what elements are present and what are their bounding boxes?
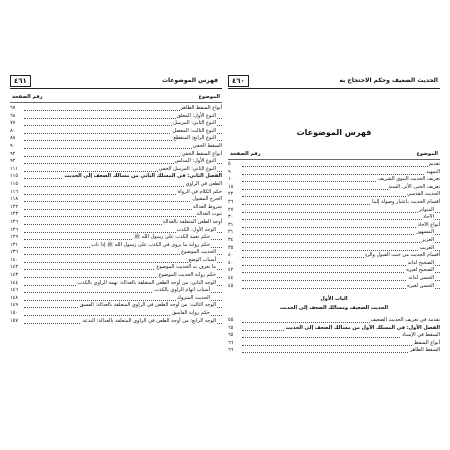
- toc-entry-page: ٣٤: [228, 236, 234, 243]
- section-title: الباب الأول: [320, 296, 348, 302]
- toc-row: [10, 234, 222, 242]
- toc-entry-page: ١١٦: [10, 188, 19, 195]
- toc-row: [10, 302, 222, 310]
- toc-row: [10, 219, 222, 227]
- toc-entry-title: تقدمة في تعريف الحديث الضعيف: [370, 317, 440, 323]
- left-page-running-title: فهرس الموضوعات: [161, 77, 218, 84]
- toc-entry-title: الغريب: [419, 244, 434, 251]
- left-column-header: [10, 92, 222, 103]
- toc-entry-title: أسباب اتهام الراوي بالكذب: [154, 287, 210, 294]
- toc-entry-title: النوع الرابع: المنقطع: [173, 135, 216, 142]
- toc-row: [10, 143, 222, 151]
- toc-row: [228, 245, 440, 253]
- toc-row: [10, 158, 222, 166]
- dot-leader: [242, 345, 440, 346]
- toc-entry-page: ٨٨: [10, 135, 16, 142]
- toc-row: [10, 287, 222, 295]
- toc-entry-title: الطعن في الراوي: [185, 180, 222, 187]
- toc-entry-page: ١٢٦: [10, 218, 19, 225]
- toc-entry-title: أقسام الحديث من حيث القبول والرد: [364, 252, 440, 259]
- dot-leader: [242, 250, 440, 251]
- toc-entry-page: ١٤٨: [10, 294, 19, 301]
- subject-column-label: الموضوع: [416, 151, 438, 157]
- toc-row: [10, 113, 222, 121]
- toc-entry-page: ١٢٣: [10, 211, 19, 218]
- toc-row: [228, 340, 440, 348]
- dot-leader: [242, 166, 440, 167]
- toc-row: [228, 275, 440, 283]
- toc-entry-page: ١١٥: [10, 180, 19, 187]
- toc-entry-title: الوجه الثاني: من أوجه الطعن المتعلقة بالعدالة: تهمة الراوي بالكذب: [77, 279, 216, 286]
- toc-row: [228, 325, 440, 333]
- toc-entry-title: حكم رواية الحديث الموضوع: [158, 272, 216, 279]
- toc-row: [228, 207, 440, 215]
- toc-entry-title: أنواع السقط الظاهر: [180, 105, 222, 111]
- toc-row: [228, 169, 440, 177]
- toc-entry-title: النوع الأول: المعلق: [176, 112, 216, 119]
- toc-row: [10, 173, 222, 181]
- right-page-number: ٤٦٠: [228, 75, 249, 87]
- dot-leader: [242, 227, 440, 228]
- toc-row: [10, 120, 222, 128]
- left-page-header: [10, 74, 222, 89]
- toc-entry-page: ٥: [228, 161, 231, 167]
- toc-entry-page: ٢٢: [228, 191, 234, 198]
- toc-row: [10, 135, 222, 143]
- toc-entry-page: ٦٧: [10, 105, 16, 111]
- toc-entry-title: السقط في الإسناد: [401, 332, 440, 339]
- toc-entry-page: ١٤٦: [10, 287, 19, 294]
- toc-entry-title: الوجه الأول: الكذب: [176, 226, 216, 233]
- toc-row: [10, 196, 222, 204]
- toc-entry-title: الصحيح لذاته: [407, 259, 434, 266]
- toc-entry-title: الفصل الأول: في المسلك الأول من مسالك الضعف إلى الحديث: [285, 324, 440, 331]
- toc-row: [10, 189, 222, 197]
- toc-entry-title: حكم الكلام في الرواة: [177, 188, 222, 195]
- toc-row: [228, 267, 440, 275]
- book-spread: [10, 74, 440, 430]
- toc-entry-title: أسباب الوضع: [188, 256, 216, 263]
- toc-entry-page: ٦٥: [228, 332, 234, 339]
- toc-entry-title: التمهيد: [426, 168, 440, 175]
- toc-entry-title: الحديث المتروك: [176, 294, 210, 301]
- toc-row: [228, 199, 440, 207]
- left-toc-list: [10, 105, 222, 325]
- toc-row: [228, 191, 440, 199]
- left-page: [10, 74, 222, 430]
- toc-entry-title: السقط الخفي: [192, 142, 222, 149]
- toc-row: [228, 260, 440, 268]
- toc-entry-page: ٣٥: [228, 244, 234, 251]
- toc-entry-page: ١٣٦: [10, 249, 19, 256]
- toc-entry-title: ما يعرف به الحديث الموضوع: [156, 264, 216, 271]
- toc-main-title: فهرس الموضوعات: [296, 128, 372, 137]
- toc-row: [10, 211, 222, 219]
- toc-entry-page: ١٢٩: [10, 234, 19, 241]
- toc-entry-page: ٥٥: [228, 317, 234, 323]
- toc-entry-page: ١٨: [228, 183, 234, 190]
- toc-entry-page: ٤٤: [228, 274, 234, 281]
- toc-entry-title: ثبوت العدالة: [196, 211, 222, 218]
- toc-entry-title: حكم رواية الفاسق: [172, 310, 210, 317]
- toc-row: [228, 161, 440, 169]
- toc-row: [10, 105, 222, 113]
- toc-row: [228, 176, 440, 184]
- toc-row: [10, 166, 222, 174]
- toc-entry-title: الوجه الرابع: من أوجه الطعن في الراوي المتعلقة بالعدالة: البدعة: [82, 317, 216, 324]
- toc-row: [10, 249, 222, 257]
- toc-entry-page: ٩٢: [10, 150, 16, 157]
- toc-entry-page: ١٥٧: [10, 317, 19, 324]
- toc-row: [10, 264, 222, 272]
- right-page: [228, 74, 440, 430]
- toc-entry-page: ١٤٩: [10, 302, 19, 309]
- toc-entry-page: ١٤٢: [10, 264, 19, 271]
- toc-entry-page: ٤٥: [228, 282, 234, 289]
- right-toc-list-chapter: [228, 317, 440, 355]
- toc-row: [10, 272, 222, 280]
- toc-row: [228, 229, 440, 237]
- toc-entry-page: ٧٧: [10, 120, 16, 127]
- toc-entry-page: ٤٠: [228, 252, 234, 259]
- toc-entry-page: ٤٢: [228, 267, 234, 274]
- toc-entry-page: ١٠: [228, 176, 234, 183]
- toc-entry-title: أوجه الطعن المتعلقة بالعدالة: [162, 218, 222, 225]
- toc-entry-page: ١٥٠: [10, 310, 19, 317]
- toc-entry-page: ١١٨: [10, 196, 19, 203]
- toc-entry-title: تعريف الحديث النبوي الشريف: [377, 176, 440, 183]
- toc-entry-page: ٦٥: [228, 324, 234, 331]
- toc-row: [10, 310, 222, 318]
- toc-entry-title: الآحاد: [422, 214, 434, 221]
- toc-entry-page: ١٤٣: [10, 272, 19, 279]
- page-column-label: رقم الصفحة: [12, 94, 43, 100]
- toc-entry-page: ٣١: [228, 221, 234, 228]
- toc-row: [228, 252, 440, 260]
- toc-row: [10, 242, 222, 250]
- toc-entry-page: ١٢٦: [10, 226, 19, 233]
- toc-entry-page: ٦٨: [10, 112, 16, 119]
- toc-entry-title: السقط الظاهر: [409, 347, 440, 354]
- toc-entry-page: ٢٦: [228, 198, 234, 205]
- toc-row: [10, 318, 222, 326]
- toc-entry-title: العزيز: [421, 236, 434, 243]
- dot-leader: [242, 219, 440, 220]
- toc-row: [228, 222, 440, 230]
- subject-column-label: الموضوع: [198, 94, 220, 100]
- toc-entry-title: الفصل الثاني: في المسلك الثاني من مسالك الضعف إلى الحديث: [64, 173, 222, 180]
- toc-entry-title: المشهور: [416, 229, 434, 236]
- toc-entry-title: تعريف الخبر، الأثر، السنة: [388, 183, 440, 190]
- toc-entry-page: ٩٠: [10, 142, 16, 149]
- toc-row: [10, 257, 222, 265]
- toc-row: [228, 317, 440, 325]
- dot-leader: [242, 242, 440, 243]
- toc-entry-title: أنواع الآحاد: [417, 221, 440, 228]
- toc-entry-title: الحديث القدسي: [406, 191, 440, 198]
- toc-entry-page: ٣٠: [228, 214, 234, 221]
- toc-row: [228, 237, 440, 245]
- toc-entry-title: شروط العدالة: [192, 203, 222, 210]
- left-page-number: ٤٦١: [10, 75, 31, 87]
- toc-entry-page: ٦٦: [228, 347, 234, 354]
- toc-entry-title: النوع الثاني: المرسل: [173, 120, 216, 127]
- toc-row: [228, 184, 440, 192]
- toc-entry-page: ١٣١: [10, 241, 19, 248]
- toc-entry-title: الحسن لغيره: [407, 282, 434, 289]
- page-column-label: رقم الصفحة: [230, 151, 261, 157]
- right-column-header: [228, 149, 440, 160]
- dot-leader: [24, 216, 222, 217]
- toc-entry-title: أقسام الحديث باعتبار وصوله إلينا: [371, 198, 440, 205]
- toc-row: [10, 181, 222, 189]
- toc-entry-page: ٤٠: [228, 259, 234, 266]
- toc-entry-title: أنواع السقط الخفي: [181, 150, 222, 157]
- right-toc-list-intro: [228, 161, 440, 290]
- toc-row: [228, 214, 440, 222]
- toc-entry-title: أنواع السقط: [414, 339, 440, 346]
- dot-leader: [242, 212, 440, 213]
- toc-entry-title: الحسن لذاته: [408, 274, 434, 281]
- toc-entry-title: النوع الثاني: المرسل الخفي: [158, 165, 216, 172]
- toc-entry-title: الوجه الثالث: من أوجه الطعن في الراوي المتعلقة بالعدالة: الفسق: [79, 302, 216, 309]
- toc-entry-title: الحديث الموضوع: [181, 249, 216, 256]
- toc-entry-title: حكم تعمد الكذب على رسول الله ﷺ: [134, 234, 210, 241]
- toc-entry-title: حكم رواية ما يروى في الكذب على رسول الله ﷺ إذا تاب: [91, 241, 210, 248]
- toc-entry-page: ١٤٤: [10, 279, 19, 286]
- toc-entry-page: ٩: [228, 168, 231, 175]
- toc-row: [228, 332, 440, 340]
- toc-entry-page: ١١٥: [10, 173, 19, 180]
- toc-entry-title: المتواتر: [418, 206, 434, 213]
- right-page-running-title: الحديث الضعيف وحكم الاحتجاج به: [339, 77, 438, 84]
- toc-entry-title: تقديم: [428, 161, 440, 167]
- toc-row: [10, 204, 222, 212]
- toc-row: [10, 128, 222, 136]
- toc-entry-page: ١١١: [10, 165, 19, 172]
- toc-entry-page: ١٤٠: [10, 256, 19, 263]
- dot-leader: [242, 234, 440, 235]
- dot-leader: [242, 174, 440, 175]
- toc-entry-title: النوع الثالث: المعضل: [172, 127, 216, 134]
- toc-entry-page: ٢٧: [228, 206, 234, 213]
- right-page-header: [228, 74, 440, 89]
- toc-entry-page: ٣١: [228, 229, 234, 236]
- toc-entry-page: ٩٢: [10, 158, 16, 165]
- section-subtitle: الحديث الضعيف ومسالك الضعف إلى الحديث: [279, 305, 389, 311]
- toc-entry-title: النوع الأول: المدلس: [174, 158, 216, 165]
- toc-entry-title: الصحيح لغيره: [406, 267, 434, 274]
- toc-entry-page: ٦٦: [228, 339, 234, 346]
- toc-entry-page: ١٢٢: [10, 203, 19, 210]
- toc-row: [10, 227, 222, 235]
- toc-row: [228, 283, 440, 291]
- toc-entry-title: الجرح المقبول: [192, 196, 222, 203]
- toc-entry-page: ٨٠: [10, 127, 16, 134]
- toc-row: [228, 347, 440, 355]
